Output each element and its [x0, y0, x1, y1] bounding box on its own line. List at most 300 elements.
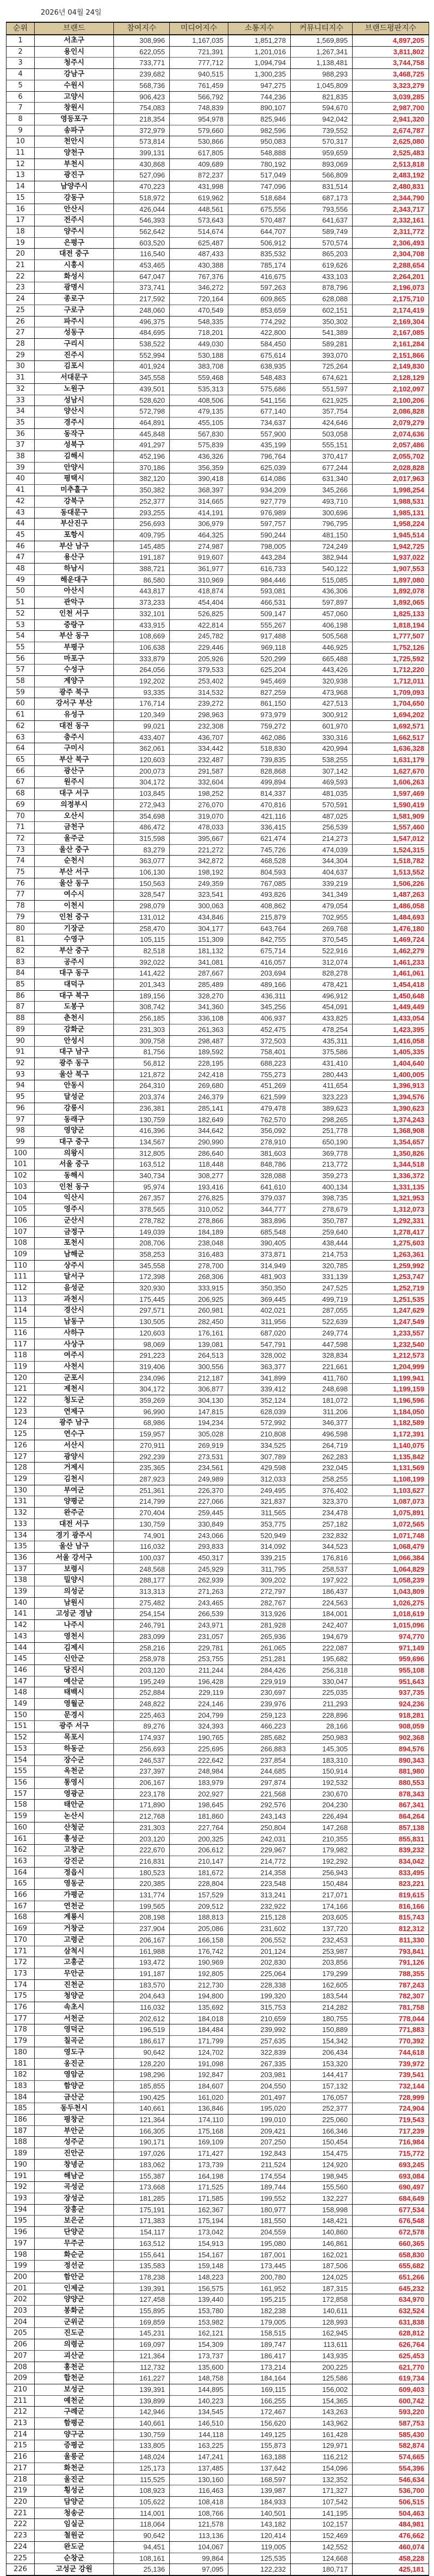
brand-cell: 이천시	[35, 901, 114, 912]
participation-cell: 105,622	[114, 2496, 170, 2508]
brand-cell: 수영구	[35, 934, 114, 946]
participation-cell: 319,406	[114, 1361, 170, 1372]
participation-cell: 293,255	[114, 507, 170, 518]
table-row	[7, 2564, 429, 2575]
brand-reputation-cell: 1,172,391	[353, 1429, 429, 1440]
brand-cell: 청송군	[35, 2508, 114, 2519]
table-row	[7, 2429, 429, 2440]
table-row	[7, 1249, 429, 1260]
brand-cell: 성남시	[35, 395, 114, 406]
community-cell: 257,182	[291, 1518, 353, 1530]
communication-cell: 284,426	[228, 1664, 291, 1676]
community-cell: 280,443	[291, 1069, 353, 1080]
media-cell: 238,048	[170, 1238, 228, 1249]
brand-reputation-cell: 634,970	[353, 2294, 429, 2306]
communication-cell: 644,707	[228, 226, 291, 237]
community-cell: 341,349	[291, 889, 353, 901]
media-cell: 212,187	[170, 1372, 228, 1384]
community-cell: 393,070	[291, 350, 353, 361]
participation-cell: 175,191	[114, 2204, 170, 2216]
participation-cell: 283,099	[114, 1631, 170, 1642]
community-cell: 359,273	[291, 1170, 353, 1182]
media-cell: 777,712	[170, 58, 228, 69]
participation-cell: 142,946	[114, 2407, 170, 2418]
brand-reputation-cell: 1,196,596	[353, 1395, 429, 1407]
community-cell: 566,809	[291, 170, 353, 181]
brand-reputation-cell: 955,108	[353, 1664, 429, 1676]
community-cell: 350,302	[291, 316, 353, 327]
participation-cell: 145,485	[114, 541, 170, 552]
table-row	[7, 1811, 429, 1822]
participation-cell: 103,845	[114, 788, 170, 800]
participation-cell: 108,923	[114, 2485, 170, 2497]
communication-cell: 265,936	[228, 1631, 291, 1642]
rank-cell: 205	[7, 2328, 35, 2339]
media-cell: 293,833	[170, 1541, 228, 1553]
brand-cell: 동두천시	[35, 2103, 114, 2115]
brand-reputation-cell: 2,264,201	[353, 271, 429, 282]
table-row	[7, 316, 429, 327]
community-cell: 259,640	[291, 1226, 353, 1238]
participation-cell: 128,220	[114, 2058, 170, 2069]
table-row	[7, 1305, 429, 1317]
brand-cell: 군위군	[35, 2316, 114, 2328]
rank-cell: 151	[7, 1721, 35, 1732]
rank-cell: 87	[7, 1002, 35, 1013]
rank-cell: 15	[7, 192, 35, 204]
brand-cell: 의왕시	[35, 1148, 114, 1159]
rank-cell: 84	[7, 968, 35, 979]
communication-cell: 180,977	[228, 2204, 291, 2216]
brand-reputation-cell: 587,753	[353, 2418, 429, 2429]
communication-cell: 688,223	[228, 1058, 291, 1069]
table-row	[7, 1327, 429, 1339]
table-row	[7, 170, 429, 181]
brand-reputation-cell: 1,518,782	[353, 856, 429, 867]
table-row	[7, 777, 429, 788]
table-row	[7, 1586, 429, 1598]
table-row	[7, 1664, 429, 1676]
table-row	[7, 249, 429, 260]
participation-cell: 258,978	[114, 1654, 170, 1665]
participation-cell: 312,805	[114, 1148, 170, 1159]
media-cell: 314,532	[170, 687, 228, 698]
media-cell: 328,270	[170, 990, 228, 1002]
rank-cell: 211	[7, 2395, 35, 2407]
rank-cell: 220	[7, 2496, 35, 2508]
communication-cell: 406,937	[228, 1013, 291, 1024]
rank-cell: 88	[7, 1013, 35, 1024]
participation-cell: 106,130	[114, 867, 170, 878]
brand-reputation-cell: 672,578	[353, 2227, 429, 2238]
community-cell: 320,785	[291, 1260, 353, 1271]
brand-reputation-cell: 1,071,748	[353, 1530, 429, 1541]
brand-cell: 금천구	[35, 822, 114, 833]
table-row	[7, 1080, 429, 1092]
brand-reputation-cell: 1,259,992	[353, 1260, 429, 1271]
media-cell: 408,506	[170, 395, 228, 406]
media-cell: 409,689	[170, 159, 228, 170]
table-row	[7, 2519, 429, 2530]
table-row	[7, 2395, 429, 2407]
rank-cell: 56	[7, 653, 35, 664]
rank-cell: 36	[7, 428, 35, 440]
header-rank: 순위	[7, 22, 35, 35]
communication-cell: 675,556	[228, 204, 291, 215]
communication-cell: 195,215	[228, 2294, 291, 2306]
participation-cell: 486,472	[114, 822, 170, 833]
rank-cell: 149	[7, 1699, 35, 1710]
community-cell: 203,856	[291, 1957, 353, 1969]
communication-cell: 745,726	[228, 844, 291, 856]
rank-cell: 8	[7, 113, 35, 125]
media-cell: 192,847	[170, 2069, 228, 2081]
brand-reputation-cell: 1,818,194	[353, 619, 429, 631]
brand-cell: 단양군	[35, 2227, 114, 2238]
community-cell: 540,122	[291, 564, 353, 575]
brand-cell: 목포시	[35, 1732, 114, 1744]
rank-cell: 105	[7, 1204, 35, 1216]
participation-cell: 118,064	[114, 2519, 170, 2530]
brand-cell: 영암군	[35, 2069, 114, 2081]
media-cell: 304,177	[170, 923, 228, 934]
community-cell: 258,537	[291, 1564, 353, 1575]
participation-cell: 161,227	[114, 2373, 170, 2384]
table-row	[7, 361, 429, 372]
brand-reputation-cell: 1,557,460	[353, 822, 429, 833]
community-cell: 481,035	[291, 788, 353, 800]
table-row	[7, 1317, 429, 1328]
media-cell: 285,141	[170, 1103, 228, 1114]
table-row	[7, 226, 429, 237]
participation-cell: 622,055	[114, 46, 170, 58]
rank-cell: 152	[7, 1732, 35, 1744]
community-cell: 420,994	[291, 743, 353, 755]
table-row	[7, 1552, 429, 1564]
table-row	[7, 1755, 429, 1766]
brand-cell: 칠곡군	[35, 2036, 114, 2047]
brand-reputation-cell: 724,904	[353, 2103, 429, 2115]
rank-cell: 125	[7, 1429, 35, 1440]
community-cell: 141,195	[291, 2508, 353, 2519]
table-row	[7, 2193, 429, 2205]
community-cell: 183,310	[291, 1755, 353, 1766]
media-cell: 173,737	[170, 2350, 228, 2362]
brand-reputation-cell: 2,343,717	[353, 204, 429, 215]
brand-reputation-cell: 1,461,061	[353, 968, 429, 979]
rank-cell: 224	[7, 2541, 35, 2553]
table-row	[7, 1114, 429, 1125]
table-row	[7, 1923, 429, 1935]
rank-cell: 37	[7, 440, 35, 451]
communication-cell: 759,272	[228, 720, 291, 732]
table-row	[7, 698, 429, 710]
rank-cell: 2	[7, 46, 35, 58]
brand-reputation-cell: 728,999	[353, 2092, 429, 2103]
media-cell: 194,234	[170, 1417, 228, 1429]
communication-cell: 796,764	[228, 451, 291, 463]
communication-cell: 156,620	[228, 2418, 291, 2429]
participation-cell: 345,558	[114, 372, 170, 384]
community-cell: 1,569,895	[291, 35, 353, 46]
table-row	[7, 1822, 429, 1833]
table-row	[7, 631, 429, 642]
media-cell: 261,363	[170, 1024, 228, 1035]
brand-reputation-cell: 1,462,279	[353, 945, 429, 957]
rank-cell: 148	[7, 1687, 35, 1699]
brand-cell: 진천군	[35, 1979, 114, 1991]
participation-cell: 108,669	[114, 631, 170, 642]
brand-reputation-cell: 2,149,830	[353, 361, 429, 372]
participation-cell: 256,693	[114, 518, 170, 530]
media-cell: 198,252	[170, 788, 228, 800]
rank-cell: 82	[7, 945, 35, 957]
participation-cell: 133,805	[114, 2440, 170, 2452]
participation-cell: 373,741	[114, 282, 170, 294]
media-cell: 278,700	[170, 1260, 228, 1271]
media-cell: 308,277	[170, 1170, 228, 1182]
brand-cell: 달서구	[35, 1271, 114, 1283]
table-row	[7, 1518, 429, 1530]
table-row	[7, 1361, 429, 1372]
rank-cell: 1	[7, 35, 35, 46]
rank-cell: 163	[7, 1856, 35, 1867]
community-cell: 128,993	[291, 2316, 353, 2328]
rank-cell: 48	[7, 564, 35, 575]
table-row	[7, 2002, 429, 2014]
participation-cell: 174,937	[114, 1732, 170, 1744]
brand-cell: 양구군	[35, 2429, 114, 2440]
rank-cell: 94	[7, 1080, 35, 1092]
communication-cell: 173,214	[228, 2362, 291, 2373]
brand-cell: 무주군	[35, 2238, 114, 2249]
communication-cell: 230,697	[228, 1687, 291, 1699]
communication-cell: 481,903	[228, 1271, 291, 1283]
brand-reputation-cell: 1,461,233	[353, 957, 429, 968]
table-row	[7, 1485, 429, 1496]
participation-cell: 89,276	[114, 1721, 170, 1732]
communication-cell: 1,851,278	[228, 35, 291, 46]
table-row	[7, 1508, 429, 1519]
participation-cell: 231,303	[114, 1024, 170, 1035]
participation-cell: 328,547	[114, 889, 170, 901]
brand-cell: 함안군	[35, 2271, 114, 2283]
table-row	[7, 91, 429, 103]
community-cell: 435,311	[291, 1035, 353, 1047]
brand-reputation-cell: 823,221	[353, 1878, 429, 1890]
community-cell: 166,346	[291, 2125, 353, 2137]
brand-cell: 동해시	[35, 1170, 114, 1182]
community-cell: 154,342	[291, 2036, 353, 2047]
participation-cell: 340,734	[114, 1170, 170, 1182]
media-cell: 231,057	[170, 1631, 228, 1642]
table-row	[7, 2373, 429, 2384]
brand-reputation-cell: 815,743	[353, 1912, 429, 1923]
brand-cell: 안성시	[35, 1035, 114, 1047]
participation-cell: 453,465	[114, 260, 170, 271]
participation-cell: 183,570	[114, 1979, 170, 1991]
participation-cell: 108,161	[114, 2553, 170, 2564]
brand-cell: 화천군	[35, 2463, 114, 2474]
rank-cell: 218	[7, 2474, 35, 2485]
table-row	[7, 2249, 429, 2261]
brand-cell: 영도구	[35, 2047, 114, 2058]
brand-cell: 보성군	[35, 2384, 114, 2395]
community-cell: 222,087	[291, 1642, 353, 1654]
brand-reputation-cell: 2,079,279	[353, 417, 429, 428]
community-cell: 375,586	[291, 1047, 353, 1058]
participation-cell: 214,799	[114, 1496, 170, 1508]
table-row	[7, 2216, 429, 2227]
brand-reputation-cell: 1,331,135	[353, 1181, 429, 1193]
table-row	[7, 1148, 429, 1159]
community-cell: 242,407	[291, 1620, 353, 1631]
table-row	[7, 1766, 429, 1777]
participation-cell: 171,890	[114, 1800, 170, 1811]
communication-cell: 186,417	[228, 2350, 291, 2362]
participation-cell: 100,037	[114, 1552, 170, 1564]
table-row	[7, 878, 429, 889]
rank-cell: 181	[7, 2058, 35, 2069]
media-cell: 246,379	[170, 1092, 228, 1103]
rank-cell: 142	[7, 1620, 35, 1631]
participation-cell: 298,079	[114, 901, 170, 912]
brand-reputation-cell: 2,525,483	[353, 148, 429, 159]
brand-cell: 김포시	[35, 361, 114, 372]
brand-cell: 해운대구	[35, 574, 114, 586]
table-row	[7, 2148, 429, 2160]
participation-cell: 464,891	[114, 417, 170, 428]
community-cell: 211,293	[291, 1699, 353, 1710]
media-cell: 226,370	[170, 1485, 228, 1496]
participation-cell: 198,296	[114, 2069, 170, 2081]
table-row	[7, 1092, 429, 1103]
rank-cell: 112	[7, 1283, 35, 1294]
brand-cell: 충주시	[35, 732, 114, 743]
brand-reputation-cell: 2,196,073	[353, 282, 429, 294]
communication-cell: 311,956	[228, 1317, 291, 1328]
participation-cell: 121,364	[114, 2115, 170, 2126]
media-cell: 166,158	[170, 1934, 228, 1946]
media-cell: 171,799	[170, 2036, 228, 2047]
rank-cell: 25	[7, 305, 35, 316]
media-cell: 721,391	[170, 46, 228, 58]
participation-cell: 93,335	[114, 687, 170, 698]
participation-cell: 416,396	[114, 1125, 170, 1137]
rank-cell: 161	[7, 1833, 35, 1845]
community-cell: 724,249	[291, 541, 353, 552]
participation-cell: 239,682	[114, 69, 170, 80]
brand-cell: 청도군	[35, 1395, 114, 1407]
brand-cell: 진안군	[35, 2148, 114, 2160]
brand-cell: 울산 중구	[35, 844, 114, 856]
table-row	[7, 552, 429, 564]
communication-cell: 520,949	[228, 1530, 291, 1541]
community-cell: 181,072	[291, 1395, 353, 1407]
community-cell: 1,045,809	[291, 80, 353, 91]
table-row	[7, 1968, 429, 1979]
communication-cell: 744,236	[228, 91, 291, 103]
communication-cell: 158,515	[228, 2328, 291, 2339]
community-cell: 433,825	[291, 1013, 353, 1024]
participation-cell: 161,988	[114, 1946, 170, 1957]
rank-cell: 24	[7, 294, 35, 305]
community-cell: 959,659	[291, 148, 353, 159]
rank-cell: 217	[7, 2463, 35, 2474]
community-cell: 739,552	[291, 125, 353, 136]
community-cell: 589,281	[291, 338, 353, 350]
table-row	[7, 1058, 429, 1069]
table-row	[7, 2047, 429, 2058]
communication-cell: 381,603	[228, 1148, 291, 1159]
community-cell: 988,293	[291, 69, 353, 80]
community-cell: 162,605	[291, 1979, 353, 1991]
community-cell: 247,525	[291, 1283, 353, 1294]
table-row	[7, 1193, 429, 1204]
brand-cell: 태안군	[35, 1800, 114, 1811]
media-cell: 204,799	[170, 1710, 228, 1721]
community-cell: 369,778	[291, 1148, 353, 1159]
media-cell: 210,147	[170, 1856, 228, 1867]
rank-cell: 5	[7, 80, 35, 91]
participation-cell: 169,859	[114, 2316, 170, 2328]
brand-cell: 하동군	[35, 1743, 114, 1755]
community-cell: 226,494	[291, 1811, 353, 1822]
communication-cell: 215,879	[228, 912, 291, 923]
participation-cell: 175,445	[114, 1294, 170, 1305]
participation-cell: 527,096	[114, 170, 170, 181]
rank-cell: 108	[7, 1238, 35, 1249]
brand-cell: 강남구	[35, 69, 114, 80]
participation-cell: 275,482	[114, 1597, 170, 1609]
communication-cell: 861,150	[228, 698, 291, 710]
media-cell: 872,237	[170, 170, 228, 181]
brand-reputation-cell: 626,764	[353, 2339, 429, 2351]
communication-cell: 139,987	[228, 2485, 291, 2497]
community-cell: 158,998	[291, 2204, 353, 2216]
community-cell: 221,661	[291, 1361, 353, 1372]
communication-cell: 179,005	[228, 2316, 291, 2328]
media-cell: 530,866	[170, 136, 228, 148]
community-cell: 253,987	[291, 1946, 353, 1957]
participation-cell: 155,895	[114, 2306, 170, 2317]
brand-cell: 정읍시	[35, 1867, 114, 1878]
communication-cell: 122,232	[228, 2564, 291, 2575]
participation-cell: 95,974	[114, 1181, 170, 1193]
media-cell: 269,680	[170, 1080, 228, 1092]
communication-cell: 976,989	[228, 507, 291, 518]
brand-reputation-cell: 1,897,080	[353, 574, 429, 586]
rank-cell: 49	[7, 574, 35, 586]
communication-cell: 184,164	[228, 2373, 291, 2384]
rank-cell: 157	[7, 1788, 35, 1800]
table-row	[7, 148, 429, 159]
community-cell: 264,719	[291, 1440, 353, 1451]
communication-cell: 182,238	[228, 2306, 291, 2317]
brand-reputation-cell: 660,365	[353, 2238, 429, 2249]
participation-cell: 304,172	[114, 777, 170, 788]
communication-cell: 947,275	[228, 80, 291, 91]
media-cell: 229,446	[170, 642, 228, 653]
participation-cell: 192,202	[114, 676, 170, 687]
communication-cell: 489,166	[228, 979, 291, 991]
communication-cell: 336,415	[228, 822, 291, 833]
communication-cell: 609,865	[228, 294, 291, 305]
table-row	[7, 1204, 429, 1216]
communication-cell: 452,475	[228, 1024, 291, 1035]
rank-cell: 33	[7, 395, 35, 406]
brand-reputation-cell: 1,547,012	[353, 833, 429, 844]
